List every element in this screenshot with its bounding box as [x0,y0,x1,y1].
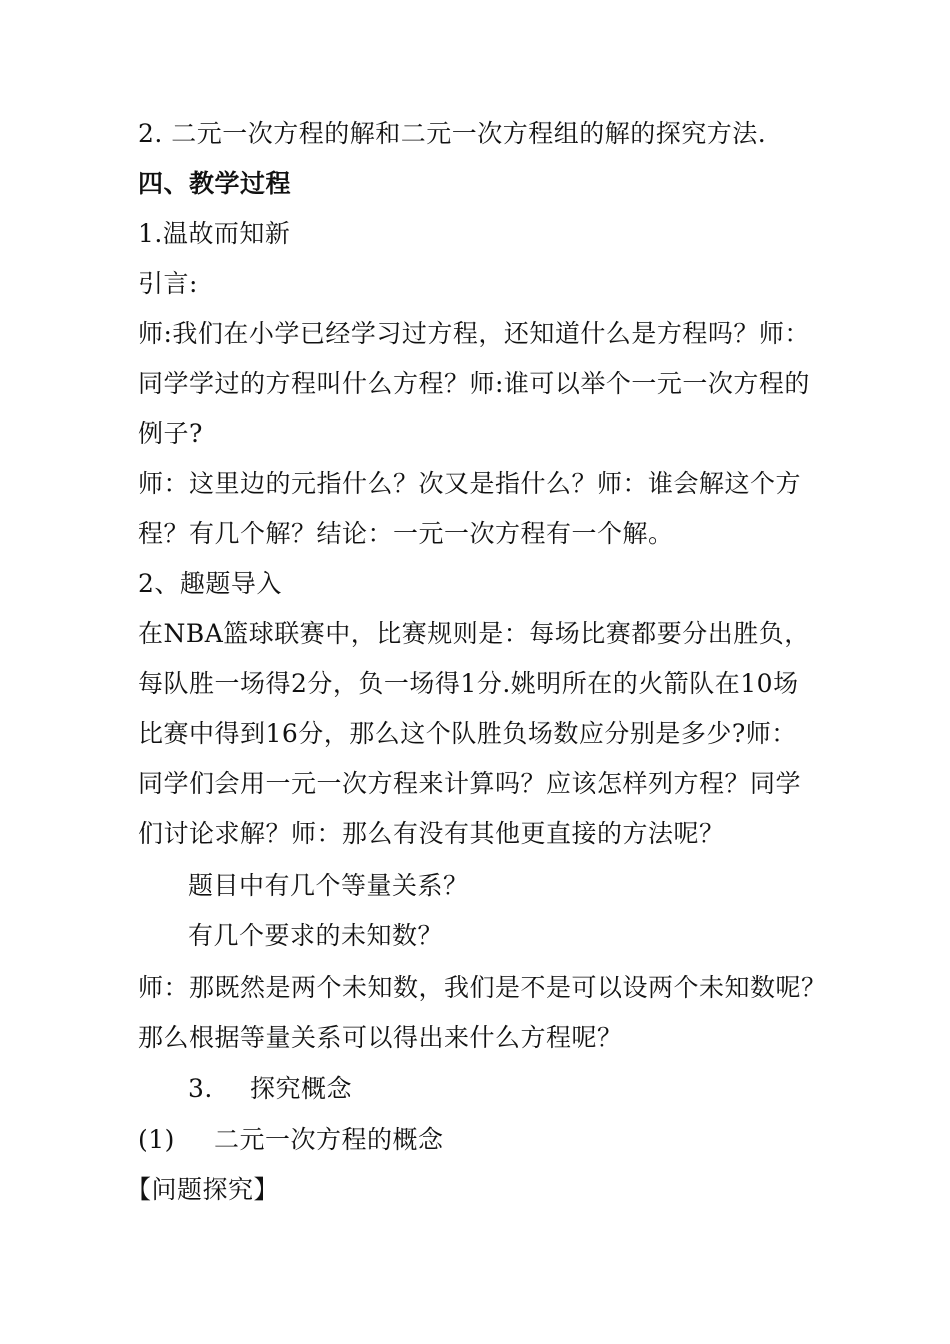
text-line: 师：那既然是两个未知数，我们是不是可以设两个未知数呢？ [138,973,827,1002]
heading-text: 二元一次方程的概念 [214,1125,444,1154]
numbered-heading [188,1073,352,1105]
text-line: 们讨论求解？师：那么有没有其他更直接的方法呢？ [138,819,725,848]
heading-number: 3. [188,1074,213,1103]
text-line: 比赛中得到16分，那么这个队胜负场数应分别是多少?师： [138,719,797,748]
text-line: 引言: [138,269,198,298]
indented-line: 有几个要求的未知数？ [188,921,444,950]
heading-text: 探究概念 [250,1074,353,1103]
text-line: 那么根据等量关系可以得出来什么方程呢？ [138,1023,623,1052]
text-line: 在NBA篮球联赛中，比赛规则是：每场比赛都要分出胜负， [138,619,810,648]
subheading: 2、趣题导入 [138,569,282,598]
section-heading: 四、教学过程 [138,169,292,198]
indented-line: 题目中有几个等量关系？ [188,871,469,900]
text-line: 同学学过的方程叫什么方程？师:谁可以举个一元一次方程的 [138,369,810,398]
text-line: 同学们会用一元一次方程来计算吗？应该怎样列方程？同学 [138,769,802,798]
bracket-heading: 【问题探究】 [126,1175,280,1204]
text-line: 师:我们在小学已经学习过方程，还知道什么是方程吗？师： [138,319,810,348]
text-line: 例子? [138,419,203,448]
numbered-heading [138,1124,444,1156]
text-line: 程？有几个解？结论：一元一次方程有一个解。 [138,519,674,548]
heading-number: (1) [138,1125,175,1154]
text-line: 每队胜一场得2分，负一场得1分.姚明所在的火箭队在10场 [138,669,799,698]
text-line: 师：这里边的元指什么？次又是指什么？师：谁会解这个方 [138,469,802,498]
subheading: 1.温故而知新 [138,219,291,248]
text-line: 2. 二元一次方程的解和二元一次方程组的解的探究方法. [138,119,767,148]
